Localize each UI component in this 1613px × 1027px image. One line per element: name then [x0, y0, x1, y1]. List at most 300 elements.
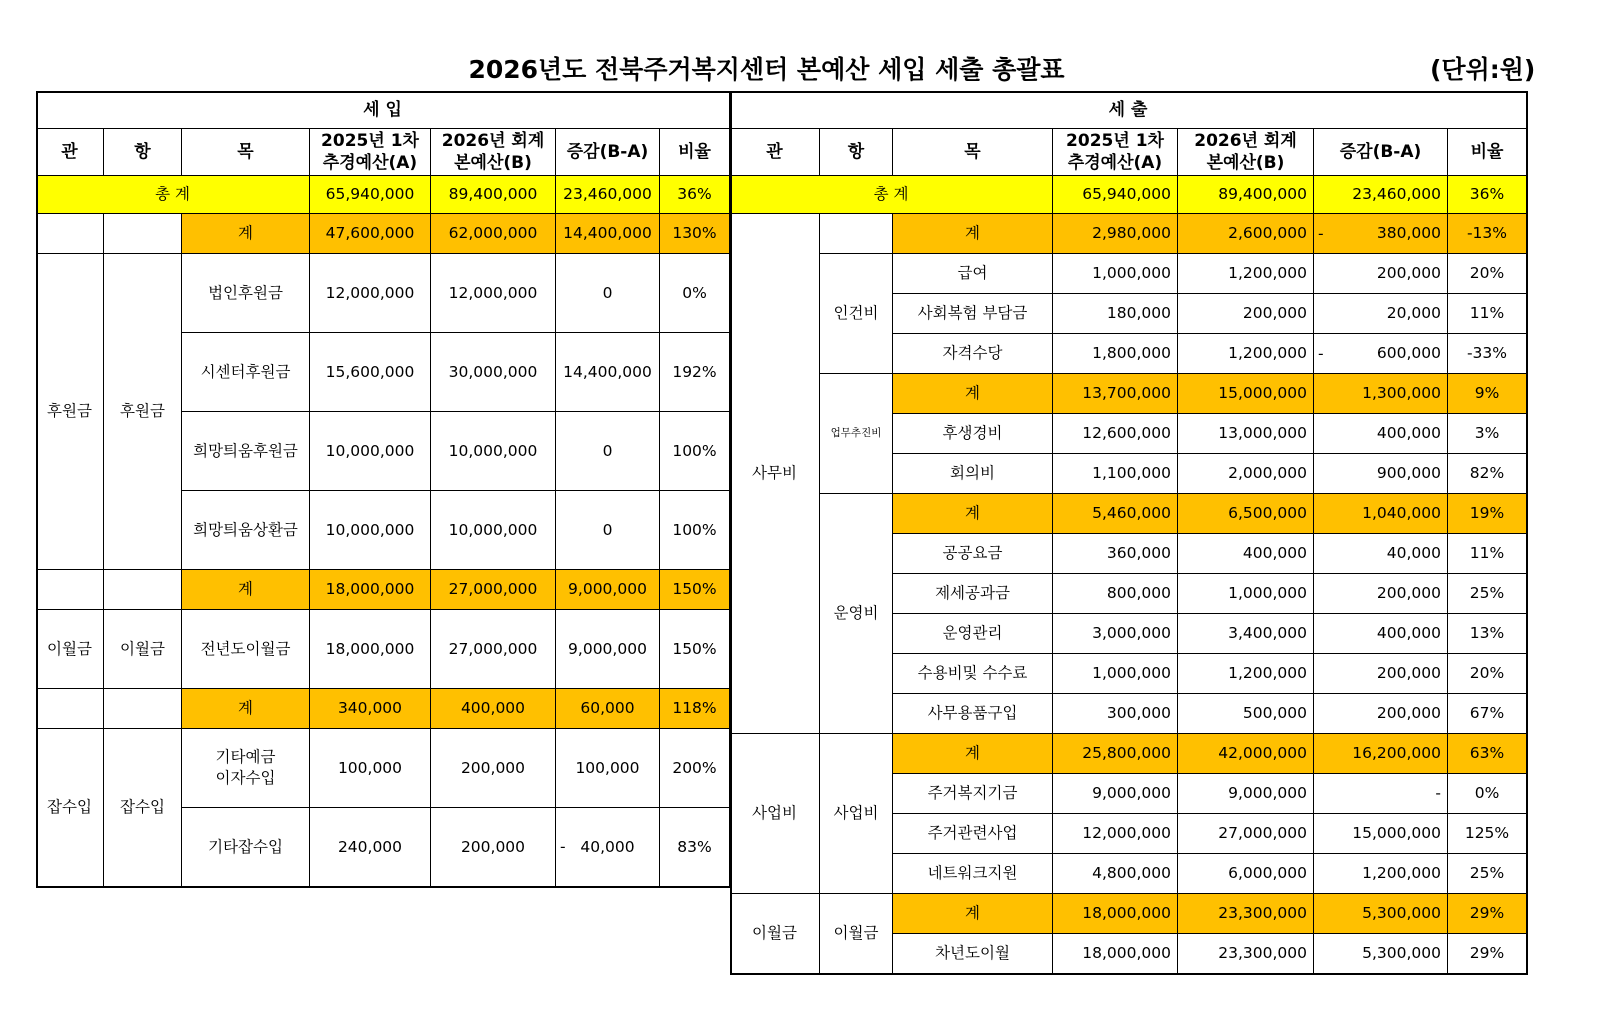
cell-text: 1,200,000 [1362, 864, 1441, 882]
cell-text: 200,000 [460, 758, 526, 777]
cell-text: 3,000,000 [1092, 624, 1171, 642]
cell-text: 목 [964, 142, 981, 162]
expense-item-amount-b [1178, 454, 1314, 494]
expense-item-ratio [1448, 694, 1527, 734]
cell-text: 20,000 [1386, 304, 1441, 322]
income-item-amount-b [431, 491, 556, 570]
income-item-name [182, 254, 310, 333]
cell-text: 9% [1474, 384, 1500, 402]
expense-col-header [1178, 129, 1314, 176]
cell-text: 16,200,000 [1352, 744, 1441, 762]
cell-text: 계 [238, 580, 253, 598]
cell-text: 0 [602, 441, 613, 460]
cell-text: 기타예금 이자수입 [215, 748, 276, 787]
income-subtotal-blank [104, 570, 182, 610]
expense-item-diff [1314, 934, 1448, 974]
income-item-name [182, 333, 310, 412]
expense-item-diff [1314, 574, 1448, 614]
expense-item-amount-a [1053, 774, 1178, 814]
expense-item-ratio [1448, 334, 1527, 374]
expense-total-label [730, 176, 1053, 214]
expense-subtotal-amount-a [1053, 734, 1178, 774]
cell-text: 11% [1469, 544, 1505, 562]
income-item-amount-b [431, 254, 556, 333]
cell-text: 600,000 [1376, 344, 1441, 362]
cell-text: 27,000,000 [448, 639, 538, 658]
income-item-diff [556, 254, 660, 333]
expense-item-amount-a [1053, 254, 1178, 294]
income-item-diff [556, 610, 660, 689]
income-hang [104, 729, 182, 887]
income-hang [104, 254, 182, 570]
cell-text: 240,000 [337, 837, 403, 856]
expense-gwan [730, 734, 820, 894]
expense-subtotal-diff [1314, 894, 1448, 934]
cell-text: 200% [672, 758, 717, 777]
cell-text: 주거관련사업 [927, 824, 1018, 842]
income-item-name [182, 412, 310, 491]
cell-text: 25% [1469, 864, 1505, 882]
cell-text: 18,000,000 [1082, 904, 1171, 922]
expense-item-ratio [1448, 254, 1527, 294]
expense-item-name [893, 254, 1053, 294]
cell-text: 12,000,000 [325, 283, 415, 302]
income-total-diff [556, 176, 660, 214]
income-item-ratio [660, 729, 730, 808]
cell-text: 1,000,000 [1228, 584, 1307, 602]
cell-text: 희망틔움후원금 [193, 441, 298, 460]
expense-subtotal-amount-a [1053, 374, 1178, 414]
cell-text: 제세공과금 [935, 584, 1010, 602]
expense-item-diff [1314, 254, 1448, 294]
expense-item-ratio [1448, 454, 1527, 494]
expense-subtotal-amount-a [1053, 894, 1178, 934]
cell-text: 0 [602, 520, 613, 539]
expense-item-amount-b [1178, 694, 1314, 734]
expense-item-ratio [1448, 814, 1527, 854]
income-subtotal-label [182, 214, 310, 254]
cell-text: 전년도이월금 [200, 639, 291, 658]
cell-text: 20% [1469, 264, 1505, 282]
cell-text: 300,000 [1106, 704, 1171, 722]
expense-subtotal-ratio [1448, 214, 1527, 254]
income-subtotal-amount-b [431, 689, 556, 729]
expense-item-name [893, 334, 1053, 374]
income-gwan [36, 729, 104, 887]
income-item-amount-b [431, 333, 556, 412]
expense-item-amount-b [1178, 814, 1314, 854]
cell-text: 공공요금 [942, 544, 1003, 562]
cell-text: 인건비 [833, 304, 879, 322]
expense-item-amount-b [1178, 254, 1314, 294]
cell-text: 이월금 [120, 639, 165, 658]
cell-text: 차년도이월 [935, 944, 1010, 962]
expense-item-diff [1314, 294, 1448, 334]
income-item-amount-b [431, 729, 556, 808]
cell-text: 400,000 [460, 699, 526, 717]
cell-text: 29% [1469, 944, 1505, 962]
cell-text: 400,000 [1376, 624, 1441, 642]
income-item-amount-b [431, 808, 556, 887]
cell-text: 0 [602, 283, 613, 302]
cell-text: 12,000,000 [1082, 824, 1171, 842]
expense-item-name [893, 854, 1053, 894]
cell-text: 9,000,000 [1228, 784, 1307, 802]
income-item-amount-a [310, 491, 431, 570]
expense-item-amount-b [1178, 654, 1314, 694]
expense-subtotal-ratio [1448, 734, 1527, 774]
cell-text: 사무용품구입 [927, 704, 1018, 722]
cell-text: 운영비 [833, 604, 879, 622]
income-item-name [182, 729, 310, 808]
cell-text: 500,000 [1242, 704, 1307, 722]
income-item-diff [556, 491, 660, 570]
cell-text: 목 [237, 142, 254, 162]
cell-text: 13% [1469, 624, 1505, 642]
cell-text: 130% [672, 224, 717, 242]
expense-item-name [893, 414, 1053, 454]
income-item-amount-b [431, 412, 556, 491]
cell-text: 10,000,000 [325, 520, 415, 539]
cell-text: 3% [1474, 424, 1500, 442]
cell-text: 11% [1469, 304, 1505, 322]
expense-item-amount-b [1178, 334, 1314, 374]
cell-text: 계 [238, 699, 253, 717]
expense-item-amount-b [1178, 614, 1314, 654]
cell-text: 200,000 [1376, 584, 1441, 602]
expense-item-amount-b [1178, 774, 1314, 814]
income-section-header [36, 91, 730, 129]
cell-text: 180,000 [1106, 304, 1171, 322]
expense-hang [820, 494, 893, 734]
income-item-amount-a [310, 808, 431, 887]
income-item-diff [556, 333, 660, 412]
cell-text: 잡수입 [120, 798, 165, 816]
cell-text: 6,000,000 [1228, 864, 1307, 882]
cell-text: 10,000,000 [448, 520, 538, 539]
minus-sign: - [560, 837, 566, 856]
expense-subtotal-diff [1314, 374, 1448, 414]
expense-item-amount-a [1053, 454, 1178, 494]
cell-text: 1,200,000 [1228, 264, 1307, 282]
cell-text: 65,940,000 [325, 185, 415, 203]
income-item-name [182, 610, 310, 689]
cell-text: -33% [1466, 344, 1508, 362]
expense-hang-blank [820, 214, 893, 254]
cell-text: 15,000,000 [1352, 824, 1441, 842]
expense-gwan [730, 894, 820, 974]
expense-item-amount-b [1178, 294, 1314, 334]
cell-text: 이월금 [752, 924, 797, 942]
expense-item-name [893, 814, 1053, 854]
cell-text: 25,800,000 [1082, 744, 1171, 762]
expense-subtotal-diff [1314, 214, 1448, 254]
expense-item-ratio [1448, 614, 1527, 654]
cell-text: 18,000,000 [325, 580, 415, 598]
income-subtotal-amount-a [310, 214, 431, 254]
cell-text: 400,000 [1242, 544, 1307, 562]
expense-item-amount-a [1053, 334, 1178, 374]
cell-text: 100% [672, 520, 717, 539]
cell-text: 2025년 1차 추경예산(A) [1066, 131, 1164, 173]
cell-text: 40,000 [580, 837, 635, 856]
cell-text: 항 [847, 142, 865, 162]
cell-text: 잡수입 [47, 798, 92, 816]
expense-col-header [1448, 129, 1527, 176]
cell-text: 2,980,000 [1092, 224, 1171, 242]
expense-subtotal-label [893, 894, 1053, 934]
cell-text: 12,600,000 [1082, 424, 1171, 442]
cell-text: 14,400,000 [563, 224, 652, 242]
income-total-label [36, 176, 310, 214]
cell-text: 관 [61, 142, 78, 162]
cell-text: 62,000,000 [448, 224, 538, 242]
cell-text: 47,600,000 [325, 224, 415, 242]
expense-item-ratio [1448, 934, 1527, 974]
income-item-ratio [660, 333, 730, 412]
expense-section-header [730, 91, 1527, 129]
income-item-amount-a [310, 729, 431, 808]
expense-subtotal-ratio [1448, 894, 1527, 934]
cell-text: 이월금 [833, 924, 879, 942]
cell-text: 1,200,000 [1228, 344, 1307, 362]
expense-item-diff [1314, 694, 1448, 734]
expense-item-name [893, 454, 1053, 494]
expense-item-diff [1314, 334, 1448, 374]
expense-subtotal-amount-b [1178, 494, 1314, 534]
cell-text: 주거복지기금 [927, 784, 1018, 802]
cell-text: 23,300,000 [1218, 944, 1307, 962]
expense-subtotal-label [893, 734, 1053, 774]
expense-item-amount-a [1053, 854, 1178, 894]
cell-text: 83% [677, 837, 712, 856]
cell-text: 800,000 [1106, 584, 1171, 602]
income-subtotal-ratio [660, 689, 730, 729]
income-item-name [182, 808, 310, 887]
cell-text: 125% [1464, 824, 1510, 842]
cell-text: 비율 [678, 142, 711, 162]
cell-text: 27,000,000 [1218, 824, 1307, 842]
expense-item-ratio [1448, 774, 1527, 814]
expense-item-name [893, 694, 1053, 734]
income-subtotal-amount-a [310, 570, 431, 610]
cell-text: 18,000,000 [325, 639, 415, 658]
cell-text: 36% [677, 185, 712, 203]
cell-text: 세 출 [1108, 99, 1148, 120]
cell-text: 340,000 [337, 699, 403, 717]
expense-subtotal-amount-a [1053, 494, 1178, 534]
income-col-header [182, 129, 310, 176]
cell-text: 192% [672, 362, 717, 381]
income-subtotal-label [182, 689, 310, 729]
expense-subtotal-amount-b [1178, 734, 1314, 774]
cell-text: 급여 [957, 264, 988, 282]
expense-gwan [730, 214, 820, 734]
expense-subtotal-diff [1314, 494, 1448, 534]
income-item-amount-a [310, 412, 431, 491]
cell-text: 200,000 [1242, 304, 1307, 322]
expense-subtotal-diff [1314, 734, 1448, 774]
income-item-amount-a [310, 333, 431, 412]
cell-text: 82% [1469, 464, 1505, 482]
cell-text: 사업비 [833, 804, 879, 822]
income-item-ratio [660, 491, 730, 570]
expense-item-diff [1314, 654, 1448, 694]
cell-text: 29% [1469, 904, 1505, 922]
income-subtotal-ratio [660, 214, 730, 254]
cell-text: 67% [1469, 704, 1505, 722]
expense-item-ratio [1448, 414, 1527, 454]
cell-text: 계 [238, 224, 253, 242]
cell-text: 10,000,000 [448, 441, 538, 460]
expense-item-amount-a [1053, 294, 1178, 334]
cell-text: 계 [965, 744, 980, 762]
cell-text: 20% [1469, 664, 1505, 682]
expense-item-ratio [1448, 294, 1527, 334]
cell-text: 200,000 [1376, 704, 1441, 722]
cell-text: 1,000,000 [1092, 264, 1171, 282]
cell-text: 9,000,000 [1092, 784, 1171, 802]
expense-item-amount-b [1178, 414, 1314, 454]
income-col-header [556, 129, 660, 176]
expense-item-amount-a [1053, 694, 1178, 734]
expense-item-amount-b [1178, 534, 1314, 574]
cell-text: 25% [1469, 584, 1505, 602]
expense-item-name [893, 614, 1053, 654]
cell-text: 42,000,000 [1218, 744, 1307, 762]
cell-text: 수용비및 수수료 [917, 664, 1028, 682]
cell-text: 200,000 [1376, 264, 1441, 282]
cell-text: 사무비 [752, 464, 797, 482]
cell-text: 3,400,000 [1228, 624, 1307, 642]
cell-text: 2,000,000 [1228, 464, 1307, 482]
income-subtotal-blank [104, 689, 182, 729]
expense-item-ratio [1448, 574, 1527, 614]
expense-hang [820, 254, 893, 374]
expense-item-amount-a [1053, 654, 1178, 694]
expense-subtotal-amount-b [1178, 374, 1314, 414]
expense-item-amount-a [1053, 814, 1178, 854]
cell-text: 10,000,000 [325, 441, 415, 460]
expense-subtotal-amount-b [1178, 894, 1314, 934]
expense-subtotal-ratio [1448, 494, 1527, 534]
cell-text: 9,000,000 [568, 580, 647, 598]
cell-text: 200,000 [460, 837, 526, 856]
expense-subtotal-label [893, 214, 1053, 254]
cell-text: 23,460,000 [563, 185, 652, 203]
expense-item-ratio [1448, 654, 1527, 694]
cell-text: - [1435, 784, 1441, 802]
income-hang [104, 610, 182, 689]
income-col-header [104, 129, 182, 176]
cell-text: 30,000,000 [448, 362, 538, 381]
expense-total-ratio [1448, 176, 1527, 214]
cell-text: 5,300,000 [1362, 904, 1441, 922]
expense-item-name [893, 934, 1053, 974]
cell-text: 360,000 [1106, 544, 1171, 562]
expense-item-amount-b [1178, 574, 1314, 614]
expense-subtotal-label [893, 374, 1053, 414]
unit-label: (단위:원) [1430, 55, 1536, 84]
income-subtotal-ratio [660, 570, 730, 610]
cell-text: 0% [682, 283, 707, 302]
cell-text: 380,000 [1376, 224, 1441, 242]
cell-text: 1,100,000 [1092, 464, 1171, 482]
cell-text: 기타잡수입 [208, 837, 283, 856]
cell-text: 후원금 [120, 402, 165, 420]
cell-text: 후원금 [47, 402, 92, 420]
cell-text: 1,040,000 [1362, 504, 1441, 522]
income-col-header [36, 129, 104, 176]
income-total-amount-b [431, 176, 556, 214]
cell-text: 5,460,000 [1092, 504, 1171, 522]
cell-text: 5,300,000 [1362, 944, 1441, 962]
expense-subtotal-amount-b [1178, 214, 1314, 254]
expense-item-ratio [1448, 534, 1527, 574]
expense-item-diff [1314, 774, 1448, 814]
minus-sign: - [1318, 224, 1324, 242]
expense-item-amount-a [1053, 614, 1178, 654]
cell-text: 6,500,000 [1228, 504, 1307, 522]
expense-col-header [820, 129, 893, 176]
expense-total-diff [1314, 176, 1448, 214]
cell-text: 계 [965, 224, 980, 242]
income-item-amount-a [310, 610, 431, 689]
cell-text: 4,800,000 [1092, 864, 1171, 882]
cell-text: 23,300,000 [1218, 904, 1307, 922]
page-title: 2026년도 전북주거복지센터 본예산 세입 세출 총괄표 [468, 55, 1065, 84]
cell-text: 1,000,000 [1092, 664, 1171, 682]
cell-text: 13,000,000 [1218, 424, 1307, 442]
income-subtotal-diff [556, 689, 660, 729]
cell-text: 증감(B-A) [566, 142, 649, 162]
income-subtotal-blank [104, 214, 182, 254]
cell-text: 사회복험 부담금 [917, 304, 1028, 322]
expense-hang [820, 894, 893, 974]
cell-text: 40,000 [1386, 544, 1441, 562]
income-subtotal-blank [36, 214, 104, 254]
income-item-diff [556, 412, 660, 491]
income-total-ratio [660, 176, 730, 214]
income-gwan [36, 254, 104, 570]
expense-item-amount-a [1053, 414, 1178, 454]
cell-text: 시센터후원금 [200, 362, 291, 381]
cell-text: 14,400,000 [563, 362, 652, 381]
cell-text: 계 [965, 384, 980, 402]
cell-text: 2025년 1차 추경예산(A) [321, 131, 419, 173]
cell-text: 업무추진비 [830, 427, 882, 439]
cell-text: 네트워크지원 [927, 864, 1018, 882]
income-total-amount-a [310, 176, 431, 214]
cell-text: 23,460,000 [1352, 185, 1441, 203]
expense-subtotal-ratio [1448, 374, 1527, 414]
cell-text: 18,000,000 [1082, 944, 1171, 962]
cell-text: 200,000 [1376, 664, 1441, 682]
expense-item-name [893, 294, 1053, 334]
expense-item-diff [1314, 614, 1448, 654]
income-item-diff [556, 808, 660, 887]
cell-text: 89,400,000 [1218, 185, 1307, 203]
expense-item-diff [1314, 414, 1448, 454]
cell-text: 세 입 [363, 99, 402, 120]
cell-text: 27,000,000 [448, 580, 538, 598]
cell-text: 항 [134, 142, 151, 162]
expense-item-diff [1314, 534, 1448, 574]
cell-text: 총 계 [155, 185, 190, 203]
expense-total-amount-a [1053, 176, 1178, 214]
cell-text: 150% [672, 639, 717, 658]
income-subtotal-amount-b [431, 570, 556, 610]
